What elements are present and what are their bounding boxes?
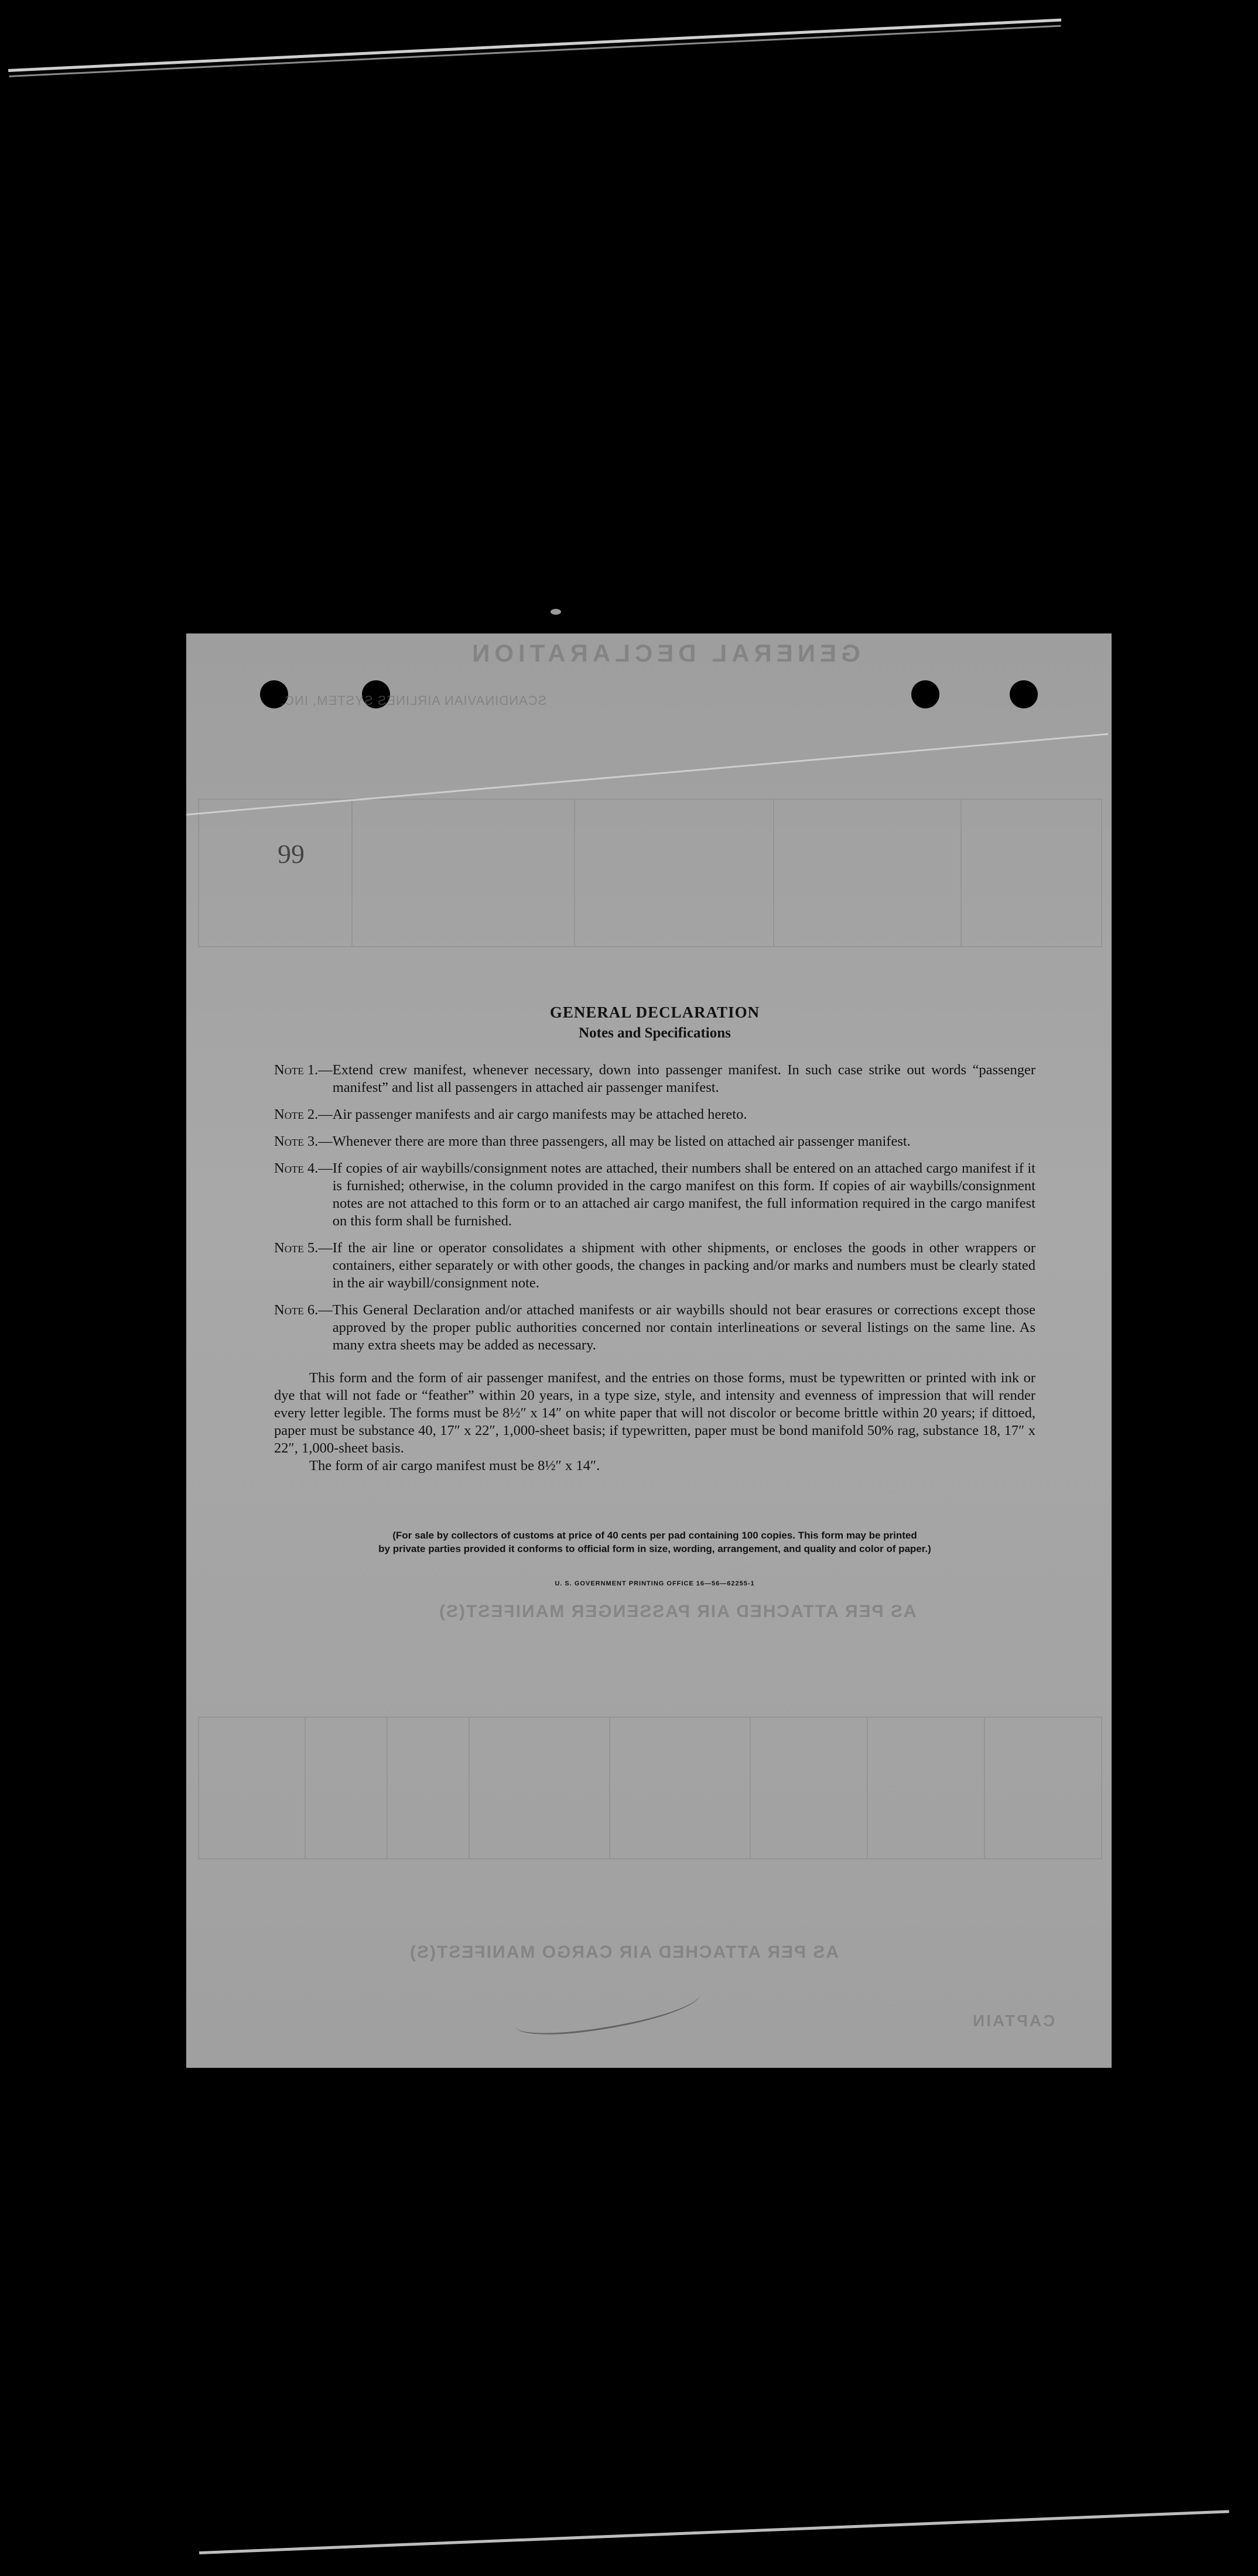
note-item xyxy=(274,1301,1035,1354)
handwritten-number: 99 xyxy=(278,839,305,869)
bleed-through-cargo-stamp: AS PER ATTACHED AIR CARGO MANIFEST(S) xyxy=(409,1943,839,1962)
note-text: This General Declaration and/or attached manifests or air waybills should not bear erasures or corrections except those approved by the proper public authorities concerned nor contain interlineations or several listings on the same line. As many extra sheets may be added as necessary. xyxy=(332,1302,1035,1353)
cargo-manifest-size-note: The form of air cargo manifest must be 8½″ x 14″. xyxy=(309,1458,600,1474)
scan-dust-speck xyxy=(551,609,561,615)
sale-note xyxy=(274,1529,1035,1556)
note-text: Whenever there are more than three passengers, all may be listed on attached air passenger manifest. xyxy=(332,1133,911,1149)
note-text: Air passenger manifests and air cargo manifests may be attached hereto. xyxy=(332,1107,747,1122)
note-label: Note 6.— xyxy=(274,1302,333,1318)
page-subtitle: Notes and Specifications xyxy=(579,1025,731,1041)
page-title: GENERAL DECLARATION xyxy=(549,1003,760,1021)
bleed-through-cargo-table xyxy=(198,1717,1102,1859)
bleed-through-passenger-stamp: AS PER ATTACHED AIR PASSENGER MANIFEST(S) xyxy=(438,1602,917,1621)
note-item xyxy=(274,1160,1035,1230)
note-item xyxy=(274,1239,1035,1292)
note-label: Note 2.— xyxy=(274,1107,333,1122)
signature-bleed-through xyxy=(512,1979,703,2041)
printing-office-imprint: U. S. GOVERNMENT PRINTING OFFICE 16—56—62255-1 xyxy=(555,1580,755,1587)
bleed-through-title: GENERAL DECLARATION xyxy=(467,639,860,667)
form-specification-paragraph: This form and the form of air passenger manifest, and the entries on those forms, must be typewritten or printed with ink or dye that will not fade or “feather” within 20 years, in a type size, style, and intensity and evenness of impression that will render every letter legible. The forms must be 8½″ x 14″ on white paper that will not discolor or become brittle within 20 years; if dittoed, paper must be substance 40, 17″ x 22″, 1,000-sheet basis; if typewritten, paper must be bond manifold 50% rag, substance 18, 17″ x 22″, 1,000-sheet basis. xyxy=(274,1370,1035,1456)
note-text: If copies of air waybills/consignment notes are attached, their numbers shall be entered on an attached cargo manifest if it is furnished; otherwise, in the column provided in the cargo manifest on this form. If copies of air waybills/consignment notes are not attached to this form or to an attached air cargo manifest, the full information required in the cargo manifest on this form shall be furnished. xyxy=(332,1160,1035,1229)
sale-note-line: (For sale by collectors of customs at price of 40 cents per pad containing 100 copies. This form may be printed xyxy=(392,1530,917,1541)
bleed-through-captain: CAPTAIN xyxy=(971,2012,1055,2030)
scan-top-edge-line xyxy=(8,19,1061,72)
declaration-notes xyxy=(274,1003,1035,1587)
note-label: Note 4.— xyxy=(274,1160,333,1176)
note-label: Note 5.— xyxy=(274,1240,333,1256)
note-item xyxy=(274,1133,1035,1150)
note-text: Extend crew manifest, whenever necessary, down into passenger manifest. In such case strike out words “passenger manifest” and list all passengers in attached air passenger manifest. xyxy=(332,1062,1035,1095)
note-label: Note 1.— xyxy=(274,1062,333,1078)
document-sheet xyxy=(186,633,1112,2068)
punch-hole xyxy=(911,680,939,708)
note-label: Note 3.— xyxy=(274,1133,333,1149)
bleed-through-crew-table xyxy=(198,799,1102,947)
note-item xyxy=(274,1106,1035,1123)
note-text: If the air line or operator consolidates a shipment with other shipments, or encloses the goods in other wrappers or containers, either separately or with other goods, the changes in packing and/or marks and numbers must be clearly stated in the air waybill/consignment note. xyxy=(332,1240,1035,1291)
punch-hole xyxy=(1010,680,1038,708)
note-item xyxy=(274,1061,1035,1097)
bleed-through-carrier: SCANDINAVIAN AIRLINES SYSTEM, INC. xyxy=(280,693,547,708)
scan-bottom-edge-line xyxy=(199,2510,1229,2554)
sale-note-line: by private parties provided it conforms to official form in size, wording, arrangement, and quality and color of paper.) xyxy=(378,1543,931,1554)
